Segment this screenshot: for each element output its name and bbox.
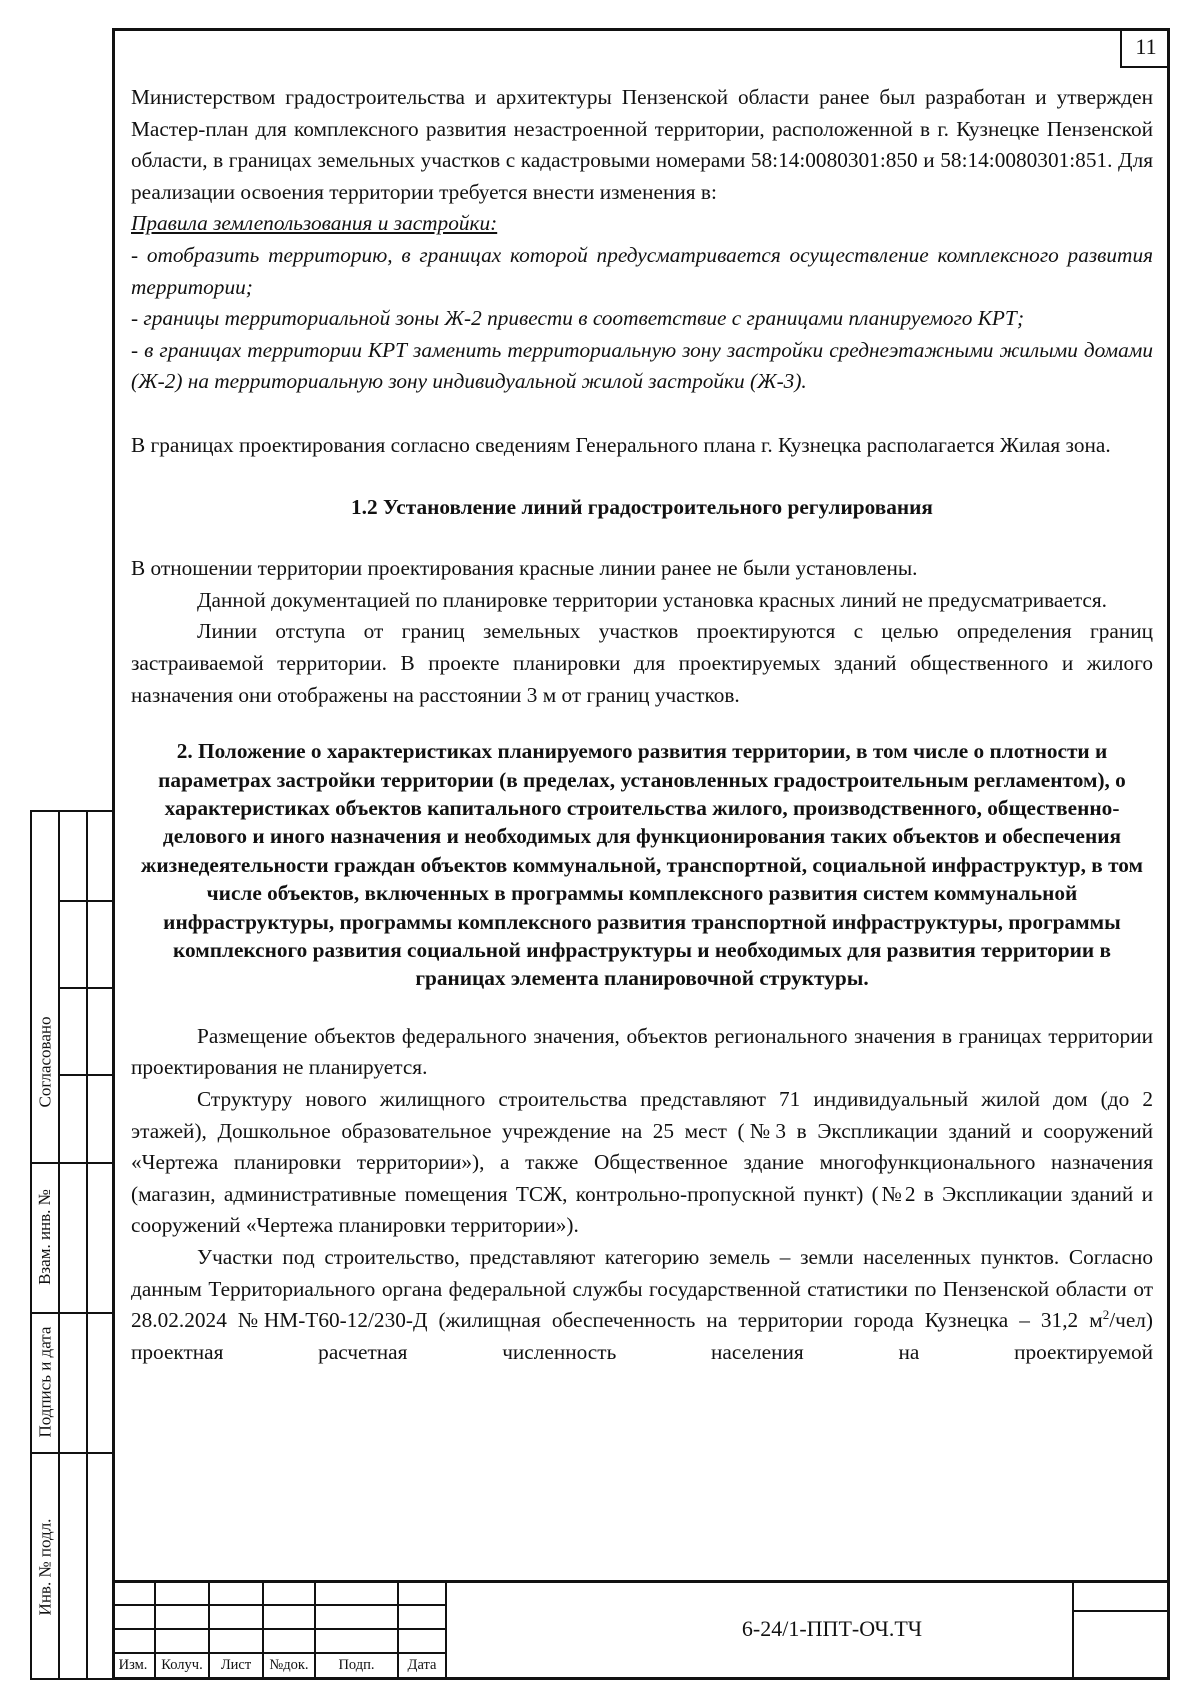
document-code: 6-24/1-ППТ-ОЧ.ТЧ [741, 1616, 923, 1641]
col-ndok: №док. [269, 1657, 309, 1673]
paragraph-land-category: Участки под строительство, представляют категорию земель – земли населенных пунктов. Согласно данным Территориального органа федеральной службы государственной статистики по Пензенской области от 28.02.2024 №НМ-Т60-12/230-Д (жилищная обеспеченность на территории города Кузнецка – 31,2 $м^2/чел$) проектная расчетная численность населения на проектируемой [131, 1244, 1153, 1364]
paragraph-master-plan: Министерством градостроительства и архитектуры Пензенской области ранее был разработан и утвержден Мастер-план для комплексного развития незастроенной территории, расположенной в г. Кузнецке Пензенской области, в границах земельных участков с кадастровыми номерами 58:14:0080301:850 и 58:14:0080301:851. Для реализации освоения территории требуется внести изменения в: [131, 85, 1153, 204]
stamp-agreed: Согласовано [35, 1016, 54, 1108]
paragraph-red-lines-not-planned: Данной документацией по планировке территории установка красных линий не предусматривается. [197, 587, 1107, 612]
stamp-sign-date: Подпись и дата [35, 1326, 54, 1438]
page-number: 11 [1120, 28, 1170, 68]
paragraph-housing-structure: Структуру нового жилищного строительства представляют 71 индивидуальный жилой дом (до 2 этажей), Дошкольное образовательное учреждение на 25 мест (№3 в Экспликации зданий и сооружений «Чертежа планировки территории»), а также Общественное здание многофункционального назначения (магазин, административные помещения ТСЖ, контрольно-пропускной пункт) (№2 в Экспликации зданий и сооружений «Чертежа планировки территории»). [131, 1086, 1153, 1238]
col-podp: Подп. [338, 1657, 375, 1673]
rules-item-3: - в границах территории КРТ заменить территориальную зону застройки среднеэтажными жилыми домами (Ж-2) на территориальную зону индивидуальной жилой застройки (Ж-3). [131, 337, 1153, 394]
col-izm: Изм. [118, 1657, 148, 1673]
rules-item-1: - отобразить территорию, в границах которой предусматривается осуществление комплексного развития территории; [131, 242, 1153, 299]
col-data: Дата [407, 1657, 437, 1673]
title-block [112, 1580, 1170, 1680]
col-list: Лист [220, 1657, 252, 1673]
section-heading-1-2: 1.2 Установление линий градостроительного регулирования [351, 494, 933, 519]
page-content [131, 82, 1153, 1368]
paragraph-federal-objects: Размещение объектов федерального значения, объектов регионального значения в границах территории проектирования не планируется. [131, 1023, 1153, 1080]
paragraph-setback-lines: Линии отступа от границ земельных участков проектируются с целью определения границ застраиваемой территории. В проекте планировки для проектируемых зданий общественного и жилого назначения они отображены на расстоянии 3 м от границ участков. [131, 619, 1153, 707]
section-heading-2: 2. Положение о характеристиках планируемого развития территории, в том числе о плотности и параметрах застройки территории (в пределах, установленных градостроительным регламентом), о характеристиках объектов капитального строительства жилого, производственного, общественно-делового и иного назначения и необходимых для функционирования таких объектов и обеспечения жизнедеятельности граждан объектов коммунальной, транспортной, социальной инфраструктур, в том числе объектов, включенных в программы комплексного развития систем коммунальной инфраструктуры, программы комплексного развития транспортной инфраструктуры, программы комплексного развития социальной инфраструктуры и необходимых для развития территории в границах элемента планировочной структуры. [140, 739, 1144, 991]
rules-heading: Правила землепользования и застройки: [131, 211, 498, 236]
stamp-vzam-inv: Взам. инв. № [35, 1189, 54, 1285]
paragraph-residential-zone: В границах проектирования согласно сведениям Генерального плана г. Кузнецка располагается Жилая зона. [131, 432, 1111, 457]
side-stamp [30, 810, 112, 1680]
paragraph-red-lines: В отношении территории проектирования красные линии ранее не были установлены. [131, 556, 918, 581]
rules-item-2: - границы территориальной зоны Ж-2 привести в соответствие с границами планируемого КРТ; [131, 306, 1025, 331]
stamp-inv-podl: Инв. № подл. [35, 1518, 54, 1616]
col-koluch: Колуч. [161, 1657, 203, 1673]
